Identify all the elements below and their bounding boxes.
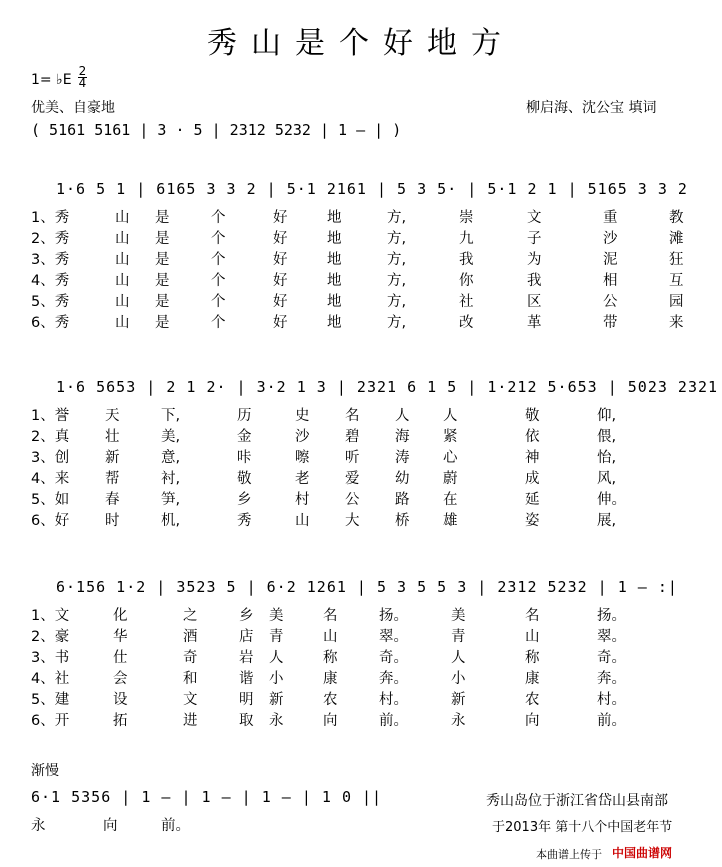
lyric-word: 爱	[345, 471, 360, 487]
lyric-word: 沙	[603, 231, 618, 247]
lyric-word: 革	[527, 315, 542, 331]
lyric-word: 华	[113, 629, 128, 645]
lyric-word: 小	[269, 671, 284, 687]
lyric-word: 地	[327, 252, 342, 268]
lyric-word: 在	[443, 492, 458, 508]
lyric-word: 谐	[239, 671, 254, 687]
lyric-word: 永	[451, 713, 466, 729]
lyric-word: 史	[295, 408, 310, 424]
lyric-word: 是	[155, 252, 170, 268]
lyric-word: 敬	[525, 408, 540, 424]
lyric-word: 碧	[345, 429, 360, 445]
lyric-word: 公	[345, 492, 360, 508]
lyric-word: 2、真	[31, 429, 70, 445]
lyric-word: 好	[273, 273, 288, 289]
lyric-word: 教	[669, 210, 684, 226]
lyric-word: 2、秀	[31, 231, 70, 247]
lyric-word: 拓	[113, 713, 128, 729]
tempo-marking: 渐慢	[31, 763, 59, 779]
lyric-word: 乡	[237, 492, 252, 508]
lyric-word: 山	[525, 629, 540, 645]
lyric-word: 之	[183, 608, 198, 624]
coda-lyric-2: 向	[103, 818, 118, 834]
lyric-word: 是	[155, 273, 170, 289]
lyric-word: 听	[345, 450, 360, 466]
lyric-word: 名	[525, 608, 540, 624]
lyric-word: 展,	[597, 513, 617, 529]
lyric-word: 称	[323, 650, 338, 666]
lyric-word: 乡	[239, 608, 254, 624]
intro-notation: ( 5161 5161 | 3 · 5 | 2312 5232 | 1 – | )	[31, 121, 402, 139]
lyric-word: 笋,	[161, 492, 181, 508]
lyric-word: 金	[237, 429, 252, 445]
lyric-word: 奇	[183, 650, 198, 666]
lyric-word: 方,	[387, 252, 407, 268]
lyric-word: 4、社	[31, 671, 70, 687]
lyric-word: 幼	[395, 471, 410, 487]
lyric-word: 方,	[387, 273, 407, 289]
lyric-word: 村。	[379, 692, 408, 708]
lyric-word: 区	[527, 294, 542, 310]
key-label: 1= ♭E	[31, 72, 72, 88]
lyric-word: 园	[669, 294, 684, 310]
lyric-word: 3、书	[31, 650, 70, 666]
lyric-word: 3、创	[31, 450, 70, 466]
lyric-word: 相	[603, 273, 618, 289]
lyric-word: 意,	[161, 450, 181, 466]
lyric-word: 好	[273, 210, 288, 226]
lyric-word: 涛	[395, 450, 410, 466]
lyric-word: 来	[669, 315, 684, 331]
lyric-word: 奇。	[597, 650, 626, 666]
lyric-word: 翠。	[379, 629, 408, 645]
site-logo-text: 中国曲谱网	[612, 846, 673, 860]
lyric-word: 会	[113, 671, 128, 687]
lyric-word: 壮	[105, 429, 120, 445]
footnote-location: 秀山岛位于浙江省岱山县南部	[486, 793, 668, 809]
lyric-word: 农	[323, 692, 338, 708]
lyric-word: 我	[459, 252, 474, 268]
lyric-word: 向	[323, 713, 338, 729]
lyric-word: 酒	[183, 629, 198, 645]
lyric-word: 好	[273, 315, 288, 331]
lyric-word: 村	[295, 492, 310, 508]
lyric-word: 名	[323, 608, 338, 624]
lyric-word: 帮	[105, 471, 120, 487]
lyric-word: 取	[239, 713, 254, 729]
lyric-word: 前。	[379, 713, 408, 729]
lyric-word: 春	[105, 492, 120, 508]
lyric-word: 村。	[597, 692, 626, 708]
notation-row-1: 1·6 5 1 | 6165 3 3 2 | 5·1 2161 | 5 3 5· | 5·1 2 1 | 5165 3 3 2	[56, 180, 688, 198]
lyric-word: 个	[211, 294, 226, 310]
lyric-word: 桥	[395, 513, 410, 529]
lyric-word: 扬。	[379, 608, 408, 624]
lyric-word: 地	[327, 273, 342, 289]
lyric-word: 店	[239, 629, 254, 645]
lyric-word: 方,	[387, 315, 407, 331]
lyric-word: 崇	[459, 210, 474, 226]
lyric-word: 仕	[113, 650, 128, 666]
lyric-word: 好	[273, 294, 288, 310]
lyric-word: 衬,	[161, 471, 181, 487]
lyric-word: 天	[105, 408, 120, 424]
lyric-word: 称	[525, 650, 540, 666]
coda-lyric-3: 前。	[161, 818, 190, 834]
lyric-word: 翠。	[597, 629, 626, 645]
lyric-word: 海	[395, 429, 410, 445]
lyric-word: 狂	[669, 252, 684, 268]
lyric-word: 敬	[237, 471, 252, 487]
lyric-word: 带	[603, 315, 618, 331]
time-bottom: 4	[78, 76, 87, 90]
lyric-word: 山	[115, 294, 130, 310]
lyric-word: 2、豪	[31, 629, 70, 645]
lyric-word: 历	[237, 408, 252, 424]
lyric-word: 新	[269, 692, 284, 708]
uploader-text: 本曲谱上传于	[536, 848, 602, 861]
lyric-word: 个	[211, 273, 226, 289]
notation-coda: 6·1 5356 | 1 – | 1 – | 1 – | 1 0 ||	[31, 788, 383, 806]
lyric-word: 社	[459, 294, 474, 310]
lyric-word: 神	[525, 450, 540, 466]
lyric-word: 风,	[597, 471, 617, 487]
lyric-word: 人	[269, 650, 284, 666]
lyric-word: 新	[105, 450, 120, 466]
lyric-word: 个	[211, 210, 226, 226]
lyric-word: 4、秀	[31, 273, 70, 289]
lyric-word: 个	[211, 231, 226, 247]
lyric-word: 你	[459, 273, 474, 289]
lyric-word: 山	[115, 252, 130, 268]
lyric-word: 6、秀	[31, 315, 70, 331]
lyric-word: 怡,	[597, 450, 617, 466]
lyric-word: 秀	[237, 513, 252, 529]
lyric-word: 1、文	[31, 608, 70, 624]
lyric-word: 重	[603, 210, 618, 226]
lyric-word: 地	[327, 315, 342, 331]
lyric-word: 山	[115, 315, 130, 331]
lyric-word: 老	[295, 471, 310, 487]
lyric-word: 是	[155, 210, 170, 226]
lyric-word: 个	[211, 315, 226, 331]
lyric-word: 公	[603, 294, 618, 310]
credits: 柳启海、沈公宝 填词	[526, 100, 657, 116]
lyric-word: 人	[395, 408, 410, 424]
lyric-word: 方,	[387, 210, 407, 226]
lyric-word: 为	[527, 252, 542, 268]
lyric-word: 偎,	[597, 429, 617, 445]
lyric-word: 滩	[669, 231, 684, 247]
lyric-word: 5、秀	[31, 294, 70, 310]
lyric-word: 沙	[295, 429, 310, 445]
lyric-word: 个	[211, 252, 226, 268]
lyric-word: 扬。	[597, 608, 626, 624]
lyric-word: 康	[525, 671, 540, 687]
lyric-word: 地	[327, 231, 342, 247]
lyric-word: 明	[239, 692, 254, 708]
time-signature	[78, 66, 87, 89]
lyric-word: 设	[113, 692, 128, 708]
lyric-word: 是	[155, 315, 170, 331]
lyric-word: 机,	[161, 513, 181, 529]
lyric-word: 青	[451, 629, 466, 645]
lyric-word: 方,	[387, 294, 407, 310]
lyric-word: 姿	[525, 513, 540, 529]
lyric-word: 文	[183, 692, 198, 708]
lyrics-block-3	[31, 604, 711, 734]
lyric-word: 人	[451, 650, 466, 666]
lyric-word: 地	[327, 210, 342, 226]
lyrics-block-2	[31, 404, 711, 534]
lyric-word: 奇。	[379, 650, 408, 666]
lyric-word: 山	[115, 210, 130, 226]
lyric-word: 雄	[443, 513, 458, 529]
lyric-word: 好	[273, 252, 288, 268]
lyric-word: 嚓	[295, 450, 310, 466]
lyric-word: 山	[323, 629, 338, 645]
lyric-word: 向	[525, 713, 540, 729]
lyric-word: 下,	[161, 408, 181, 424]
lyric-word: 是	[155, 231, 170, 247]
lyric-word: 成	[525, 471, 540, 487]
lyric-word: 九	[459, 231, 474, 247]
lyric-word: 1、誉	[31, 408, 70, 424]
lyric-word: 紧	[443, 429, 458, 445]
lyric-word: 化	[113, 608, 128, 624]
lyric-word: 好	[273, 231, 288, 247]
lyric-word: 文	[527, 210, 542, 226]
mood-marking: 优美、自豪地	[31, 100, 115, 116]
lyric-word: 美,	[161, 429, 181, 445]
lyric-word: 3、秀	[31, 252, 70, 268]
site-logo[interactable]	[612, 844, 672, 861]
lyric-word: 青	[269, 629, 284, 645]
lyric-word: 泥	[603, 252, 618, 268]
lyric-word: 农	[525, 692, 540, 708]
lyric-word: 方,	[387, 231, 407, 247]
lyric-word: 互	[669, 273, 684, 289]
lyric-word: 心	[443, 450, 458, 466]
lyric-word: 奔。	[379, 671, 408, 687]
lyrics-block-1	[31, 206, 711, 336]
lyric-word: 美	[451, 608, 466, 624]
lyric-word: 美	[269, 608, 284, 624]
lyric-word: 伸。	[597, 492, 626, 508]
lyric-word: 是	[155, 294, 170, 310]
lyric-word: 时	[105, 513, 120, 529]
lyric-word: 小	[451, 671, 466, 687]
lyric-word: 依	[525, 429, 540, 445]
lyric-word: 名	[345, 408, 360, 424]
page-title: 秀山是个好地方	[207, 26, 515, 61]
lyric-word: 4、来	[31, 471, 70, 487]
lyric-word: 康	[323, 671, 338, 687]
lyric-word: 岩	[239, 650, 254, 666]
lyric-word: 6、开	[31, 713, 70, 729]
lyric-word: 咔	[237, 450, 252, 466]
lyric-word: 5、建	[31, 692, 70, 708]
lyric-word: 进	[183, 713, 198, 729]
lyric-word: 改	[459, 315, 474, 331]
lyric-word: 前。	[597, 713, 626, 729]
lyric-word: 蔚	[443, 471, 458, 487]
lyric-word: 5、如	[31, 492, 70, 508]
lyric-word: 奔。	[597, 671, 626, 687]
lyric-word: 子	[527, 231, 542, 247]
coda-lyric-1: 永	[31, 818, 46, 834]
key-signature	[31, 72, 72, 88]
lyric-word: 山	[115, 273, 130, 289]
lyric-word: 路	[395, 492, 410, 508]
lyric-word: 我	[527, 273, 542, 289]
lyric-word: 1、秀	[31, 210, 70, 226]
lyric-word: 新	[451, 692, 466, 708]
lyric-word: 仰,	[597, 408, 617, 424]
lyric-word: 和	[183, 671, 198, 687]
lyric-word: 山	[115, 231, 130, 247]
notation-row-2: 1·6 5653 | 2 1 2· | 3·2 1 3 | 2321 6 1 5 | 1·212 5·653 | 5023 2321	[56, 378, 719, 396]
time-top: 2	[78, 64, 87, 78]
lyric-word: 地	[327, 294, 342, 310]
lyric-word: 6、好	[31, 513, 70, 529]
lyric-word: 大	[345, 513, 360, 529]
lyric-word: 人	[443, 408, 458, 424]
lyric-word: 永	[269, 713, 284, 729]
lyric-word: 山	[295, 513, 310, 529]
footnote-date: 于2013年 第十八个中国老年节	[492, 820, 673, 835]
lyric-word: 延	[525, 492, 540, 508]
notation-row-3: 6·156 1·2 | 3523 5 | 6·2 1261 | 5 3 5 5 3 | 2312 5232 | 1 – :|	[56, 578, 678, 596]
